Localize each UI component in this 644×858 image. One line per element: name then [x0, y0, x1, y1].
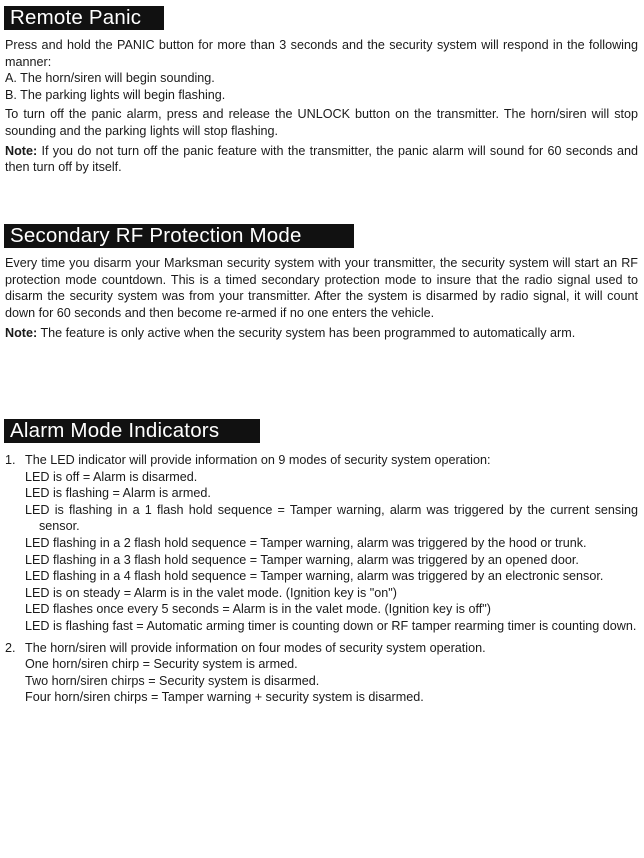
list-item-led [5, 452, 638, 635]
led-mode-item: LED flashing in a 3 flash hold sequence = Tamper warning, alarm was triggered by an opened door. [25, 552, 579, 567]
section-heading-secondary-rf: Secondary RF Protection Mode [4, 224, 354, 248]
secondary-rf-note [5, 325, 638, 342]
led-mode-item: LED is on steady = Alarm is in the valet mode. (Ignition key is "on") [25, 585, 397, 600]
remote-panic-item-b: B. The parking lights will begin flashing. [5, 87, 226, 102]
remote-panic-item-a: A. The horn/siren will begin sounding. [5, 71, 215, 86]
list-number: 2. [5, 640, 16, 655]
note-text: The feature is only active when the security system has been programmed to automatically arm. [37, 326, 576, 341]
horn-mode-item: One horn/siren chirp = Security system is armed. [25, 657, 298, 672]
horn-intro: The horn/siren will provide information on four modes of security system operation. [25, 640, 486, 655]
led-intro: The LED indicator will provide information on 9 modes of security system operation: [25, 453, 491, 467]
remote-panic-note [5, 143, 638, 176]
alarm-mode-list [5, 452, 638, 706]
list-item-horn [5, 640, 638, 706]
list-number: 1. [5, 453, 16, 467]
led-mode-item: LED is off = Alarm is disarmed. [25, 469, 198, 484]
led-mode-item: LED flashing in a 2 flash hold sequence = Tamper warning, alarm was triggered by the hood or trunk. [25, 535, 587, 550]
note-label: Note: [5, 143, 38, 158]
led-mode-item: LED flashes once every 5 seconds = Alarm is in the valet mode. (Ignition key is off") [25, 602, 491, 617]
remote-panic-intro: Press and hold the PANIC button for more than 3 seconds and the security system will respond in the following manner: [5, 38, 638, 69]
led-mode-item: LED is flashing in a 1 flash hold sequence = Tamper warning, alarm was triggered by the current sensing sensor. [25, 502, 638, 534]
section-heading-remote-panic: Remote Panic [4, 6, 164, 30]
note-label: Note: [5, 326, 38, 341]
secondary-rf-body [5, 255, 638, 342]
remote-panic-turn-off: To turn off the panic alarm, press and release the UNLOCK button on the transmitter. The horn/siren will stop sounding and the parking lights will stop flashing. [5, 107, 638, 138]
led-mode-item: LED is flashing fast = Automatic arming timer is counting down or RF tamper rearming timer is counting down. [25, 618, 637, 633]
horn-mode-list [25, 656, 638, 706]
led-mode-list [25, 469, 638, 635]
led-mode-item: LED is flashing = Alarm is armed. [25, 486, 211, 501]
secondary-rf-paragraph: Every time you disarm your Marksman security system with your transmitter, the security system will start an RF protection mode countdown. This is a timed secondary protection mode to insure that the radio signal used to disarm the security system was from your transmitter. After the system is disarmed by radio signal, it will count down for 60 seconds and then become re-armed if no one enters the vehicle. [5, 256, 638, 320]
remote-panic-body [5, 37, 638, 176]
note-text: If you do not turn off the panic feature with the transmitter, the panic alarm will sound for 60 seconds and then turn off by itself. [5, 143, 638, 175]
horn-mode-item: Four horn/siren chirps = Tamper warning + security system is disarmed. [25, 690, 424, 705]
section-heading-alarm-mode: Alarm Mode Indicators [4, 419, 260, 443]
horn-mode-item: Two horn/siren chirps = Security system is disarmed. [25, 673, 320, 688]
led-mode-item: LED flashing in a 4 flash hold sequence = Tamper warning, alarm was triggered by an electronic sensor. [25, 569, 604, 584]
